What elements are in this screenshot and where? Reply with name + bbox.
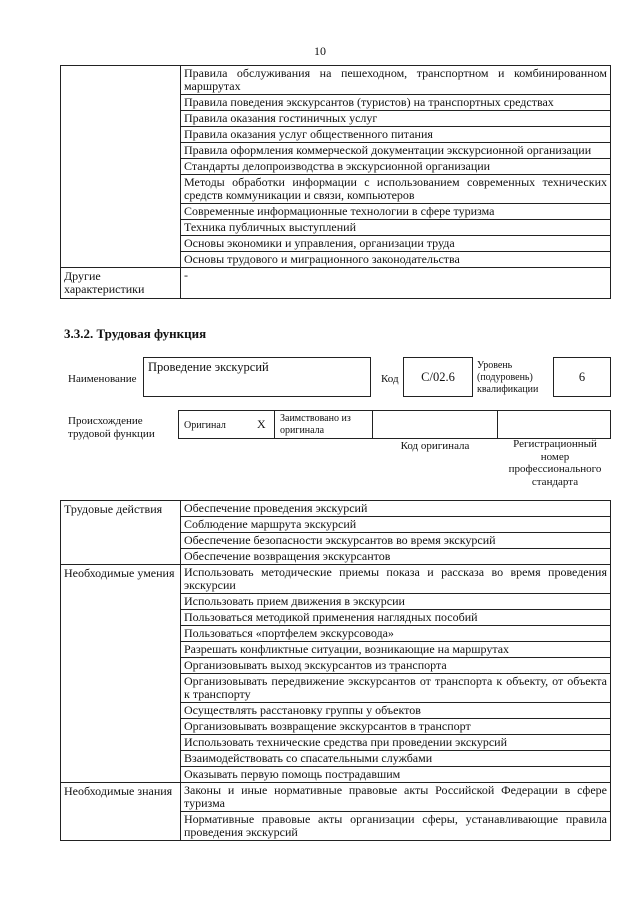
origin-divider <box>372 410 373 439</box>
table-row: Законы и иные нормативные правовые акты Российской Федерации в сфере туризма <box>181 783 611 812</box>
table-row: Использовать методические приемы показа и рассказа во время проведения экскурсии <box>181 565 611 594</box>
table-row: Использовать технические средства при проведении экскурсий <box>181 735 611 751</box>
code-label: Код <box>381 373 399 385</box>
original-label: Оригинал <box>184 420 226 431</box>
empty-label-cell <box>61 66 181 268</box>
knowledge-continuation-table <box>60 65 611 299</box>
table-row: Правила обслуживания на пешеходном, транспортном и комбинированном маршрутах <box>181 66 611 95</box>
table-row: Техника публичных выступлений <box>181 220 611 236</box>
other-characteristics-label: Другие характеристики <box>61 268 181 299</box>
table-row: Обеспечение безопасности экскурсантов во время экскурсий <box>181 533 611 549</box>
code-original-label: Код оригинала <box>400 440 470 452</box>
table-row: Современные информационные технологии в сфере туризма <box>181 204 611 220</box>
code-value: C/02.6 <box>421 370 455 384</box>
section-title: 3.3.2. Трудовая функция <box>64 326 207 341</box>
origin-divider <box>497 410 498 439</box>
skills-label: Необходимые умения <box>61 565 181 783</box>
function-name: Проведение экскурсий <box>148 360 269 374</box>
original-mark: X <box>257 417 266 431</box>
origin-divider <box>274 410 275 439</box>
table-row: Соблюдение маршрута экскурсий <box>181 517 611 533</box>
qualification-level-label: Уровень (подуровень) квалификации <box>477 360 539 395</box>
actions-label: Трудовые действия <box>61 501 181 565</box>
level-value: 6 <box>578 370 586 384</box>
table-row: Правила оказания гостиничных услуг <box>181 111 611 127</box>
table-row: Организовывать выход экскурсантов из транспорта <box>181 658 611 674</box>
table-row: Взаимодействовать со спасательными службами <box>181 751 611 767</box>
table-row: Оказывать первую помощь пострадавшим <box>181 767 611 783</box>
table-row: Пользоваться «портфелем экскурсовода» <box>181 626 611 642</box>
table-row: Методы обработки информации с использованием современных технических средств коммуникации и связи, компьютеров <box>181 175 611 204</box>
name-label: Наименование <box>68 373 137 385</box>
table-row: Нормативные правовые акты организации сферы, устанавливающие правила проведения экскурсий <box>181 812 611 841</box>
page-number: 10 <box>314 44 326 58</box>
table-row: Обеспечение возвращения экскурсантов <box>181 549 611 565</box>
table-row: Разрешать конфликтные ситуации, возникающие на маршрутах <box>181 642 611 658</box>
table-row: Основы трудового и миграционного законодательства <box>181 252 611 268</box>
table-row: Правила оказания услуг общественного питания <box>181 127 611 143</box>
table-row: Основы экономики и управления, организации труда <box>181 236 611 252</box>
knowledge-label: Необходимые знания <box>61 783 181 841</box>
table-row: Осуществлять расстановку группы у объектов <box>181 703 611 719</box>
table-row: Обеспечение проведения экскурсий <box>181 501 611 517</box>
other-characteristics-value: - <box>181 268 611 299</box>
table-row: Правила оформления коммерческой документации экскурсионной организации <box>181 143 611 159</box>
labor-function-table <box>60 500 611 841</box>
borrowed-label: Заимствовано из оригинала <box>280 413 351 436</box>
table-row: Организовывать возвращение экскурсантов в транспорт <box>181 719 611 735</box>
table-row: Пользоваться методикой применения наглядных пособий <box>181 610 611 626</box>
origin-label: Происхождение трудовой функции <box>68 415 155 440</box>
table-row: Правила поведения экскурсантов (туристов) на транспортных средствах <box>181 95 611 111</box>
origin-box <box>178 410 611 439</box>
table-row: Использовать прием движения в экскурсии <box>181 594 611 610</box>
reg-number-label: Регистрационный номер профессионального стандарта <box>508 438 602 488</box>
table-row: Организовывать передвижение экскурсантов от транспорта к объекту, от объекта к транспорту <box>181 674 611 703</box>
table-row: Стандарты делопроизводства в экскурсионной организации <box>181 159 611 175</box>
